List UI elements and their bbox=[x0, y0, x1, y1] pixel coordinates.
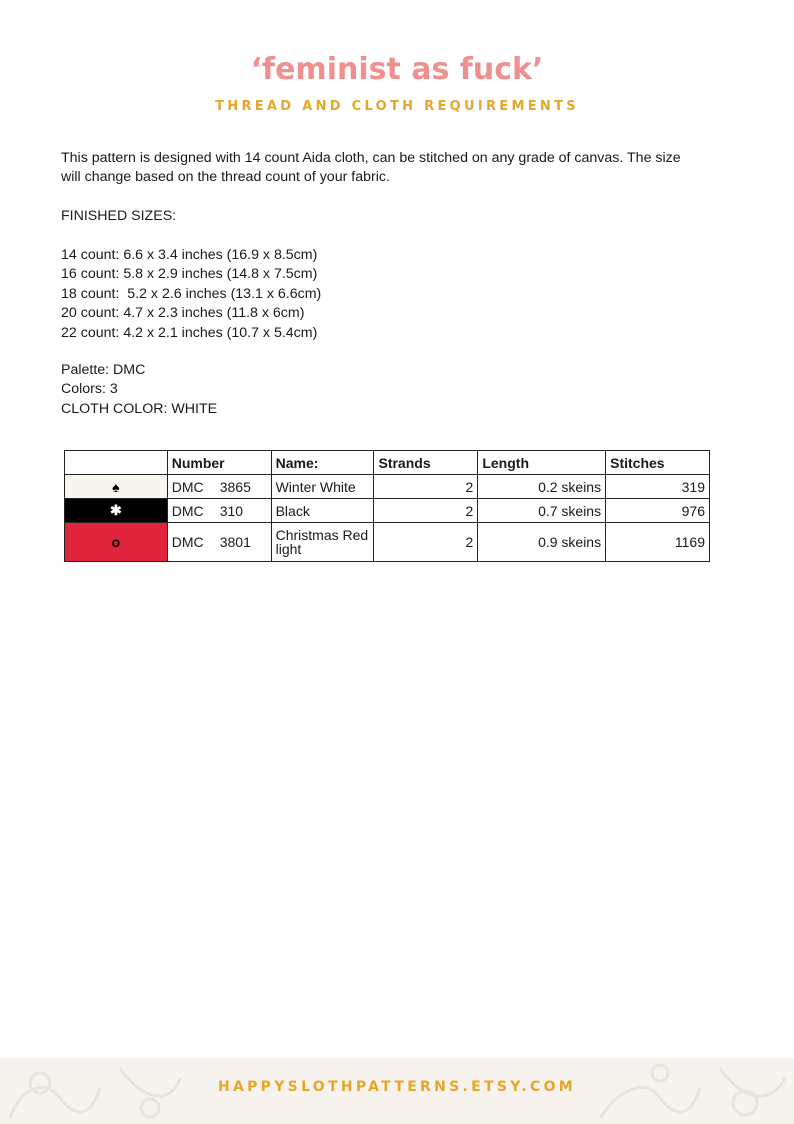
intro-paragraph bbox=[61, 149, 721, 188]
finished-size-item: 22 count: 4.2 x 2.1 inches (10.7 x 5.4cm) bbox=[61, 324, 318, 341]
thread-name: Black bbox=[271, 499, 374, 523]
thread-strands: 2 bbox=[374, 523, 478, 562]
column-header-number: Number bbox=[167, 451, 271, 475]
thread-length: 0.2 skeins bbox=[478, 475, 606, 499]
finished-sizes-heading: FINISHED SIZES: bbox=[61, 208, 177, 224]
pattern-meta bbox=[61, 361, 721, 419]
thread-length: 0.7 skeins bbox=[478, 499, 606, 523]
thread-number: DMC 3801 bbox=[167, 523, 271, 562]
table-row bbox=[65, 499, 710, 523]
spade-icon: ♠ bbox=[112, 478, 120, 495]
color-swatch bbox=[65, 523, 168, 562]
thread-stitches: 976 bbox=[606, 499, 710, 523]
thread-strands: 2 bbox=[374, 499, 478, 523]
finished-size-item: 14 count: 6.6 x 3.4 inches (16.9 x 8.5cm) bbox=[61, 247, 318, 263]
thread-strands: 2 bbox=[374, 475, 478, 499]
column-header-name: Name: bbox=[271, 451, 374, 475]
thread-stitches: 319 bbox=[606, 475, 710, 499]
colors-text: Colors: 3 bbox=[61, 381, 118, 398]
intro-line: This pattern is designed with 14 count Aida cloth, can be stitched on any grade of canvas. The size bbox=[61, 150, 681, 166]
finished-size-item: 20 count: 4.7 x 2.3 inches (11.8 x 6cm) bbox=[61, 305, 305, 322]
column-header-stitches: Stitches bbox=[606, 451, 710, 475]
thread-number: DMC 3865 bbox=[167, 475, 271, 499]
asterisk-icon: ✱ bbox=[110, 502, 122, 518]
table-header-row bbox=[65, 451, 710, 475]
column-header-symbol bbox=[65, 451, 168, 475]
column-header-strands: Strands bbox=[374, 451, 478, 475]
cloth-color-text: CLOTH COLOR: WHITE bbox=[61, 400, 218, 417]
thread-name: Winter White bbox=[271, 475, 374, 499]
thread-length: 0.9 skeins bbox=[478, 523, 606, 562]
finished-sizes-list bbox=[61, 246, 721, 343]
color-swatch bbox=[65, 475, 168, 499]
finished-size-item: 16 count: 5.8 x 2.9 inches (14.8 x 7.5cm) bbox=[61, 266, 318, 283]
thread-name: Christmas Red light bbox=[271, 523, 374, 562]
finished-size-item: 18 count: 5.2 x 2.6 inches (13.1 x 6.6cm) bbox=[61, 285, 322, 302]
page-subtitle: THREAD AND CLOTH REQUIREMENTS bbox=[215, 99, 579, 114]
intro-line: will change based on the thread count of your fabric. bbox=[61, 169, 390, 186]
footer-url-link[interactable]: HAPPYSLOTHPATTERNS.ETSY.COM bbox=[217, 1079, 577, 1095]
thread-stitches: 1169 bbox=[606, 523, 710, 562]
circle-icon: o bbox=[111, 534, 121, 550]
page-title: ‘feminist as fuck’ bbox=[250, 52, 544, 87]
palette-text: Palette: DMC bbox=[61, 362, 146, 378]
thread-table bbox=[64, 450, 710, 562]
table-row bbox=[65, 523, 710, 562]
thread-number: DMC 310 bbox=[167, 499, 271, 523]
table-row bbox=[65, 475, 710, 499]
column-header-length: Length bbox=[478, 451, 606, 475]
color-swatch bbox=[65, 499, 168, 523]
